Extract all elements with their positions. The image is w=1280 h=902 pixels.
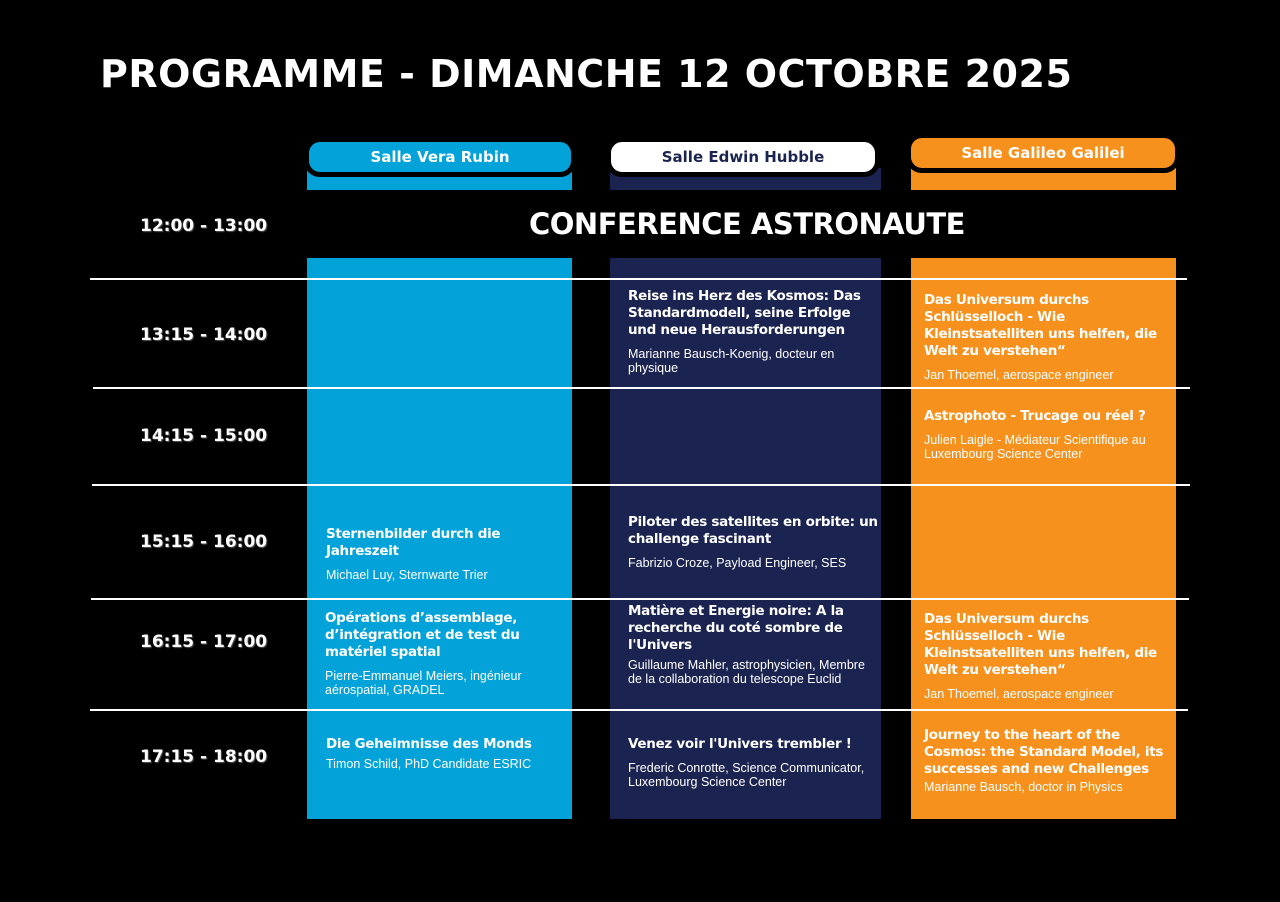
room-header-galileo-galilei: Salle Galileo Galilei (906, 133, 1180, 173)
session-card (326, 736, 576, 771)
session-speaker: Jan Thoemel, aerospace engineer (924, 368, 1114, 382)
session-title: Venez voir l'Univers trembler ! (628, 736, 852, 752)
time-slot-label: 16:15 - 17:00 (140, 632, 268, 652)
session-card (628, 514, 878, 570)
column-edwin-hubble (610, 168, 881, 819)
row-divider (92, 484, 1190, 486)
session-card (924, 292, 1174, 382)
session-speaker: Guillaume Mahler, astrophysicien, Membre de la collaboration du telescope Euclid (628, 658, 865, 686)
session-speaker: Julien Laigle - Médiateur Scientifique au Luxembourg Science Center (924, 433, 1146, 461)
session-title: Matière et Energie noire: A la recherche du coté sombre de l'Univers (628, 603, 844, 653)
room-header-vera-rubin: Salle Vera Rubin (304, 137, 576, 177)
session-title: Die Geheimnisse des Monds (326, 736, 532, 752)
session-speaker: Marianne Bausch, doctor in Physics (924, 780, 1123, 794)
session-title: Das Universum durchs Schlüsselloch - Wie Kleinstsatelliten uns helfen, die Welt zu verstehen“ (924, 611, 1157, 678)
session-card (628, 288, 878, 375)
column-galileo-galilei (911, 168, 1176, 819)
time-slot-label: 14:15 - 15:00 (140, 426, 268, 446)
session-speaker: Fabrizio Croze, Payload Engineer, SES (628, 556, 847, 570)
session-card (924, 611, 1174, 701)
session-card (924, 727, 1174, 794)
time-slot-label: 12:00 - 13:00 (140, 216, 268, 236)
page-title: PROGRAMME - DIMANCHE 12 OCTOBRE 2025 (100, 52, 1073, 96)
session-title: Sternenbilder durch die Jahreszeit (326, 526, 501, 559)
time-slot-label: 17:15 - 18:00 (140, 747, 268, 767)
session-speaker: Timon Schild, PhD Candidate ESRIC (326, 757, 532, 771)
session-title: Opérations d’assemblage, d’intégration et de test du matériel spatial (325, 610, 520, 660)
session-speaker: Frederic Conrotte, Science Communicator, Luxembourg Science Center (628, 761, 865, 789)
session-speaker: Jan Thoemel, aerospace engineer (924, 687, 1114, 701)
column-vera-rubin (307, 168, 572, 819)
session-card (628, 603, 878, 686)
session-speaker: Pierre-Emmanuel Meiers, ingénieur aérospatial, GRADEL (325, 669, 522, 697)
session-card (325, 610, 575, 697)
row-divider (91, 598, 1189, 600)
session-card (326, 526, 576, 582)
session-title: Reise ins Herz des Kosmos: Das Standardmodell, seine Erfolge und neue Herausforderungen (628, 288, 861, 338)
session-card (924, 408, 1174, 461)
row-divider (93, 387, 1190, 389)
time-slot-label: 13:15 - 14:00 (140, 325, 268, 345)
session-speaker: Michael Luy, Sternwarte Trier (326, 568, 488, 582)
session-title: Das Universum durchs Schlüsselloch - Wie Kleinstsatelliten uns helfen, die Welt zu verstehen“ (924, 292, 1157, 359)
room-header-edwin-hubble: Salle Edwin Hubble (606, 137, 880, 177)
row-divider (90, 709, 1188, 711)
session-title: Piloter des satellites en orbite: un challenge fascinant (628, 514, 878, 547)
session-speaker: Marianne Bausch-Koenig, docteur en physique (628, 347, 835, 375)
session-title: Journey to the heart of the Cosmos: the Standard Model, its successes and new Challenges (924, 727, 1164, 777)
session-title: Astrophoto - Trucage ou réel ? (924, 408, 1146, 424)
row-divider (90, 278, 1187, 280)
time-slot-label: 15:15 - 16:00 (140, 532, 268, 552)
conference-astronaute-banner: CONFERENCE ASTRONAUTE (307, 190, 1187, 258)
session-card (628, 736, 878, 789)
